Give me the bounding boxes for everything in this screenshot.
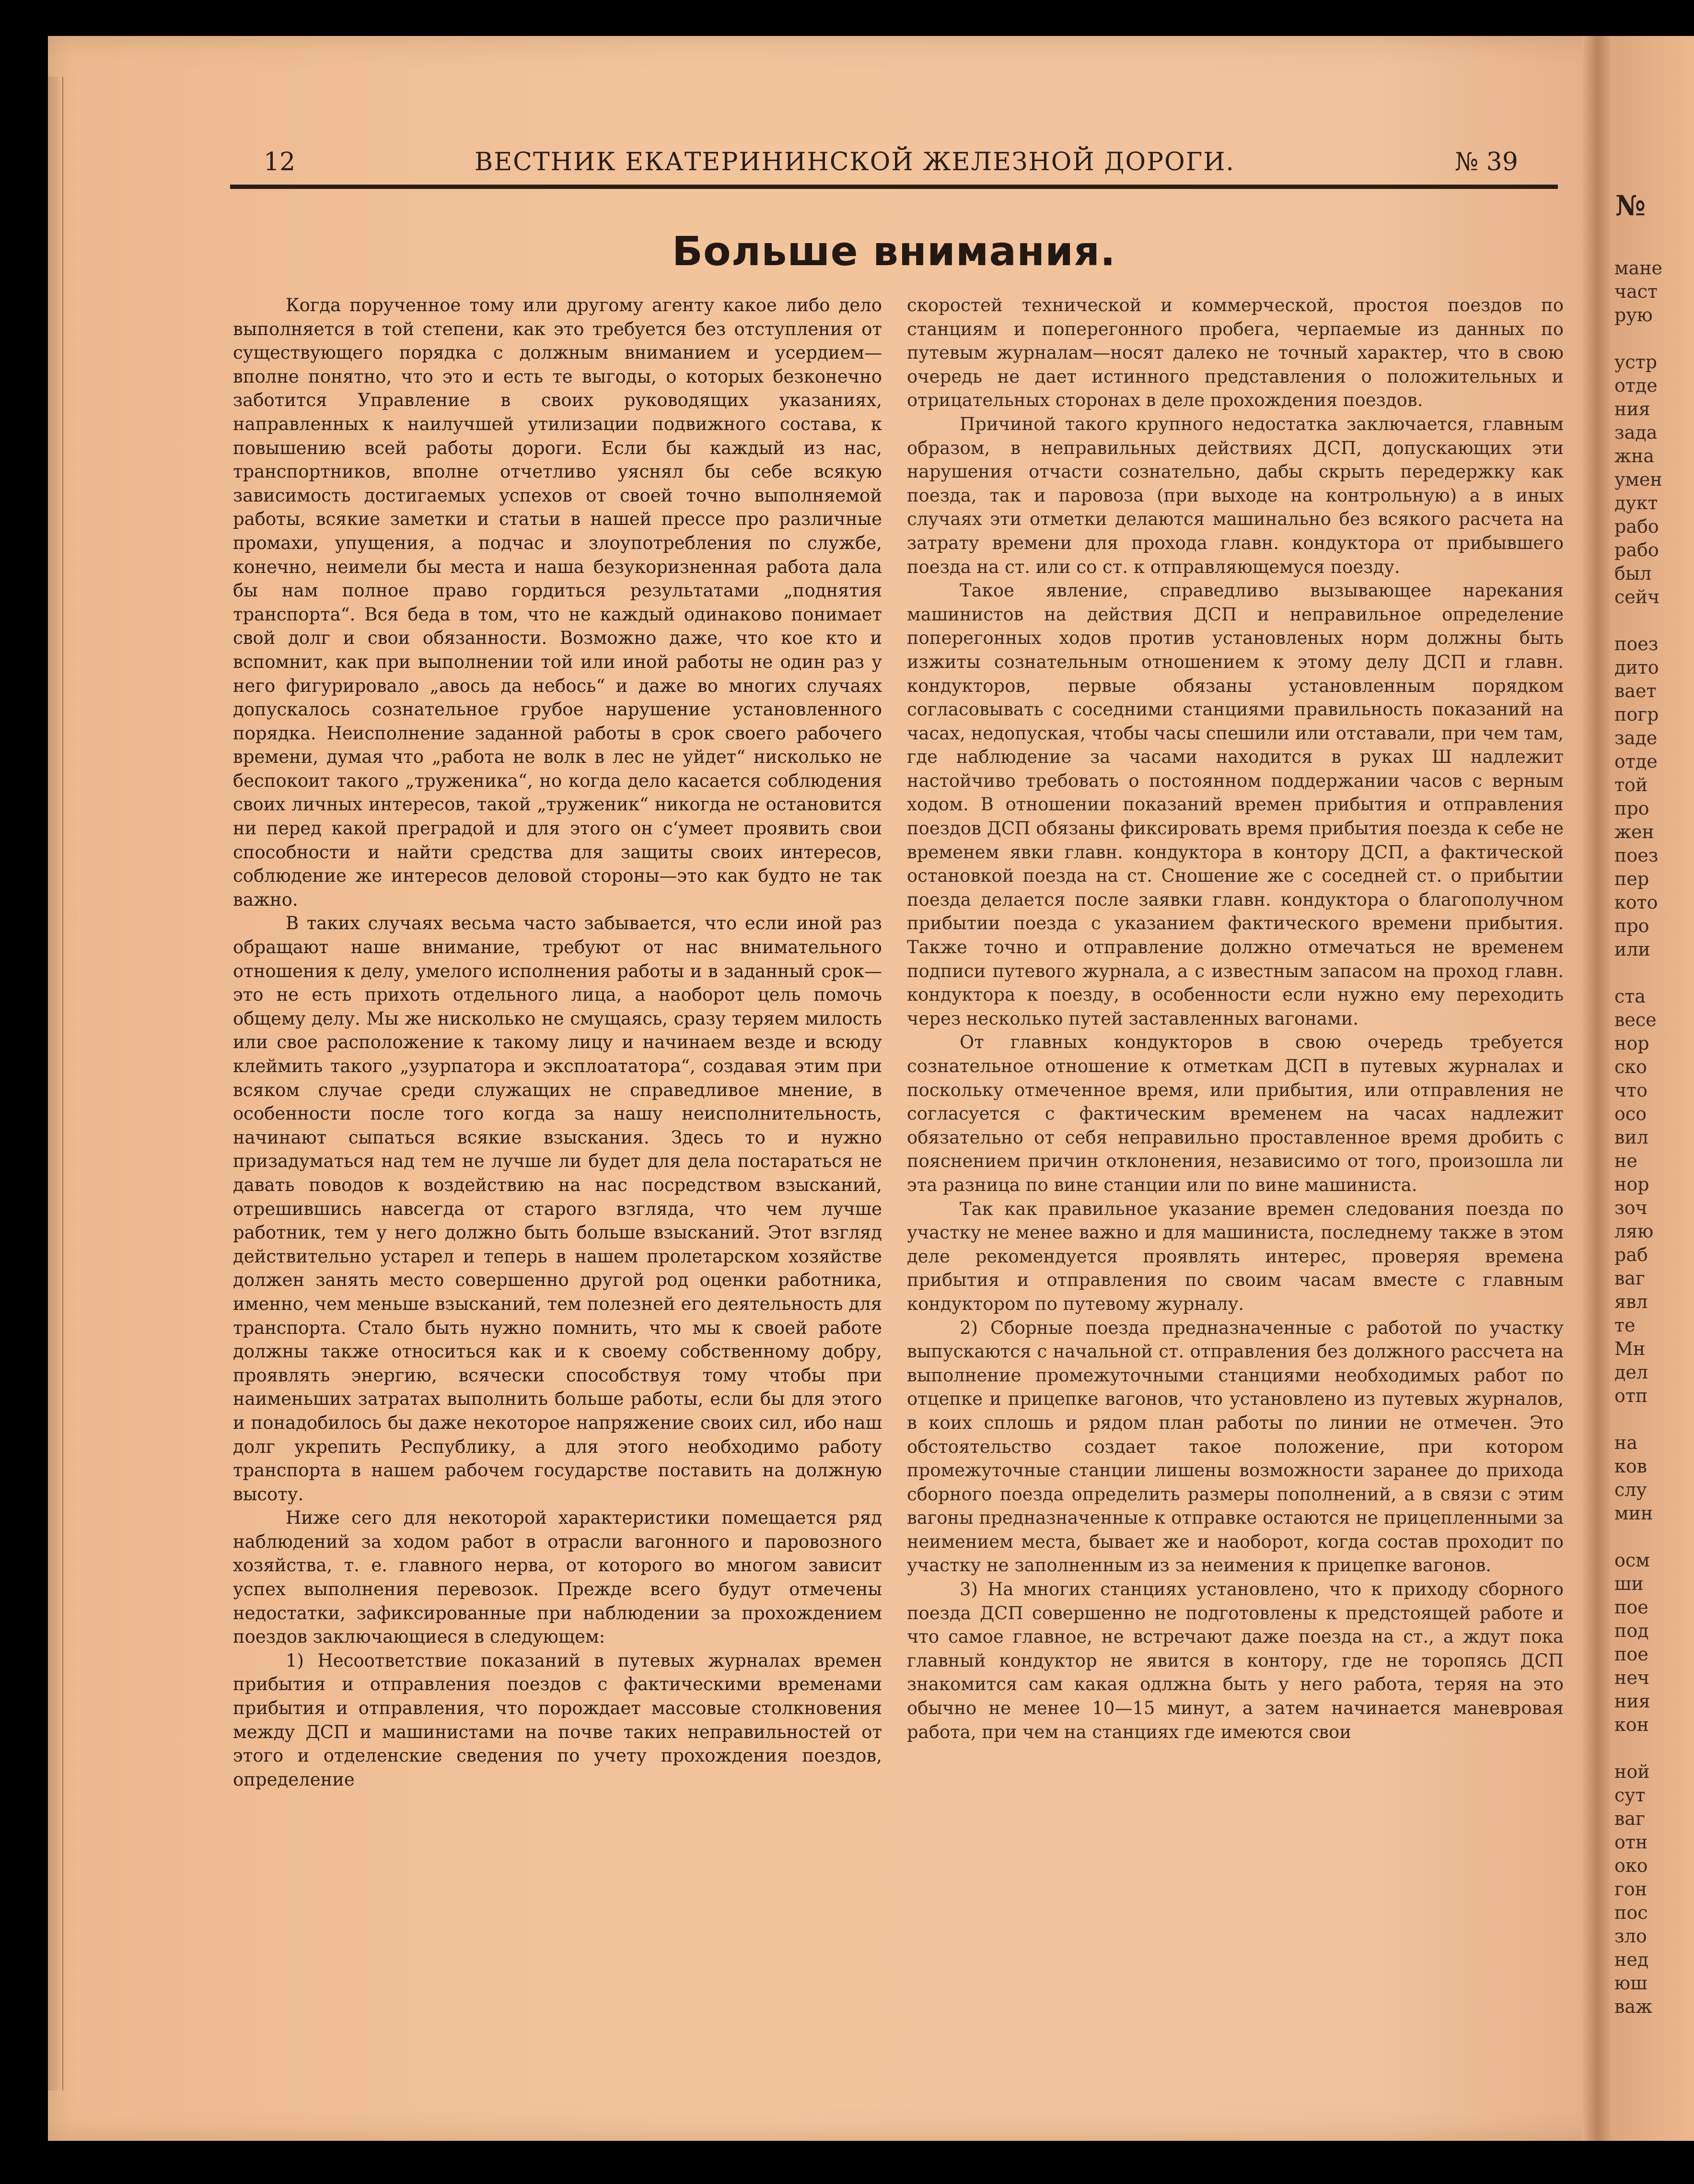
page-edge-left	[48, 77, 63, 2091]
paragraph: Когда порученное тому или другому агенту какое либо дело выполняется в той степени, как это требуется без отступления от существующего порядка с должным вниманием и усердием—вполне понятно, что это и есть те выгоды, о которых безконечно заботится Управление в своих руководящих указаниях, направленных к наилучшей утилизации подвижного состава, к повышению всей работы дороги. Если бы каждый из нас, транспортников, вполне отчетливо уяснял бы себе всякую зависимость достигаемых успехов от своей точно выполняемой работы, всякие заметки и статьи в нашей прессе про различные промахи, упущения, а подчас и злоупотребления по службе, конечно, неимели бы места и наша безукоризненная работа дала бы нам полное право гордиться результатами „поднятия транспорта“. Вся беда в том, что не каждый одинаково понимает свой долг и свои обязанности. Возможно даже, что кое кто и вспомнит, как при выполнении той или иной работы не один раз у него фигурировало „авось да небось“ и даже во многих случаях допускалось сознательное грубое нарушение установленного порядка. Неисполнение заданной работы в срок своего рабочего времени, думая что „работа не волк в лес не уйдет“ нисколько не беспокоит такого „труженика“, но когда дело касается соблюдения своих личных интересов, такой „труженик“ никогда не остановится ни перед какой преградой и для этого он с‘умеет проявить свои способности и найти средства для защиты своих интересов, соблюдение же интересов деловой стороны—это как будто не так важно.	[233, 295, 882, 910]
left-column	[233, 293, 882, 1791]
paragraph: Так как правильное указание времен следования поезда по участку не менее важно и для машиниста, последнему также в этом деле рекомендуется проявлять интерес, проверяя времена прибытия и отправления по своим часам вместе с главным кондуктором по путевому журналу.	[907, 1198, 1564, 1314]
paragraph: В таких случаях весьма часто забывается, что если иной раз обращают наше внимание, требуют от нас внимательного отношения к делу, умелого исполнения работы и в заданный срок—это не есть прихоть отдельного лица, а наоборот цель помочь общему делу. Мы же нисколько не смущаясь, сразу теряем милость или свое расположение к такому лицу и начинаем везде и всюду клеймить такого „узурпатора и эксплоататора“, создавая этим при всяком случае среди служащих не справедливое мнение, в особенности после того когда за нашу неисполнительность, начинают сыпаться всякие взыскания. Здесь то и нужно призадуматься над тем не лучше ли будет для дела постараться не давать поводов к воздействию на нас посредством взысканий, отрешившись навсегда от старого взгляда, что чем лучше работник, тем у него должно быть больше взысканий. Этот взгляд действительно устарел и теперь в нашем пролетарском хозяйстве должен занять место совершенно другой род оценки работника, именно, чем меньше взысканий, тем полезней его деятельность для транспорта. Стало быть нужно помнить, что мы к своей работе должны также относиться как и к своему собственному добру, проявлять энергию, всячески способствуя тому чтобы при наименьших затратах выполнить больше работы, если бы для этого и понадобилось бы даже некоторое напряжение своих сил, ибо наш долг укрепить Республику, а для этого необходимо работу транспорта в нашем рабочем государстве поставить на должную высоту.	[233, 913, 882, 1505]
paragraph: Ниже сего для некоторой характеристики помещается ряд наблюдений за ходом работ в отрасли вагонного и паровозного хозяйства, т. е. главного нерва, от которого во многом зависит успех выполнения перевозок. Прежде всего будут отмечены недостатки, зафиксированные при наблюдении за прохождением поездов заключающиеся в следующем:	[233, 1507, 882, 1647]
right-column	[907, 293, 1564, 1744]
paragraph: 2) Сборные поезда предназначенные с работой по участку выпускаются с начальной ст. отправления без должного рассчета на выполнение промежуточными станциями необходимых работ по отцепке и прицепке вагонов, что установлено из путевых журналов, в коих сплошь и рядом план работы по линии не отмечен. Это обстоятельство создает такое положение, при котором промежуточные станции лишены возможности заранее до прихода сборного поезда определить размеры пополнений, а в связи с этим вагоны предназначенные к отправке остаются не прицепленными за неимением места, бывает же и наоборот, когда состав проходит по участку не заполненным из за неимения к прицепке вагонов.	[907, 1317, 1564, 1576]
adjacent-page-header: №	[1615, 189, 1646, 222]
paragraph: Такое явление, справедливо вызывающее нарекания машинистов на действия ДСП и неправильное определение поперегонных ходов против установленых норм должны быть изжиты сознательным отношением к этому делу ДСП и главн. кондукторов, первые обязаны установленным порядком согласовывать с соседними станциями правильность показаний на часах, недопуская, чтобы часы спешили или отставали, при чем там, где наблюдение за часами находится в руках Ш надлежит настойчиво требовать о постоянном поддержании часов с верным ходом. В отношении показаний времен прибытия и отправления поездов ДСП обязаны фиксировать время прибытия поезда к себе не временем явки главн. кондуктора в контору ДСП, а фактической остановкой поезда на ст. Сношение же с соседней ст. о прибытии поезда делается после заявки главн. кондуктора о благополучном прибытии поезда с указанием фактического времени прибытия. Также точно и отправление должно отмечаться не временем подписи путевого журнала, а с известным запасом на проход главн. кондуктора к поезду, в особенности если нужно ему переходить через несколько путей заставленных вагонами.	[907, 580, 1564, 1029]
header-rule	[230, 185, 1558, 189]
page-number: 12	[264, 148, 296, 176]
issue-number: № 39	[1455, 148, 1518, 176]
paragraph-continuation: скоростей технической и коммерческой, простоя поездов по станциям и поперегонного пробега, черпаемые из данных по путевым журналам—носят далеко не точный характер, что в свою очередь не дает истинного представления о положительных и отрицательных сторонах в деле прохождения поездов.	[907, 295, 1564, 411]
journal-title: ВЕСТНИК ЕКАТЕРИНИНСКОЙ ЖЕЛЕЗНОЙ ДОРОГИ.	[475, 148, 1235, 176]
paragraph: 3) На многих станциях установлено, что к приходу сборного поезда ДСП совершенно не подготовлены к предстоящей работе и что самое главное, не встречают даже поезда на ст., а ждут пока главный кондуктор не явится в контору, где не торопясь ДСП знакомится сам какая одлжна быть у него работа, теряя на это обычно не менее 10—15 минут, а затем начинается маневровая работа, при чем на станциях где имеются свои	[907, 1579, 1564, 1742]
adjacent-page-strip	[1611, 36, 1694, 2141]
paragraph: От главных кондукторов в свою очередь требуется сознательное отношение к отметкам ДСП в путевых журналах и поскольку отмеченное время, или прибытия, или отправления не согласуется с фактическим временем на часах надлежит обязательно от себя неправильно проставленное время дробить с пояснением причин отклонения, независимо от того, произошла ли эта разница по вине станции или по вине машиниста.	[907, 1032, 1564, 1195]
paragraph: 1) Несоответствие показаний в путевых журналах времен прибытия и отправления поездов с фактическими временами прибытия и отправления, что порождает массовые столкновения между ДСП и машинистами на почве таких неправильностей от этого и отделенские сведения по учету прохождения поездов, определение	[233, 1650, 882, 1790]
adjacent-page-text: мане част рую устр отде ния зада жна умен дукт рабо рабо был сейч поез дито вает погр заде отде той про жен поез пер кото про или ста весе нор ско что осо вил не нор зоч ляю раб ваг явл те Мн дел отп на ков слу мин осм ши пое под пое неч ния кон ной сут ваг отн око гон пос зло нед юш важ	[1614, 257, 1663, 2017]
article-title: Больше внимания.	[672, 228, 1116, 275]
paragraph: Причиной такого крупного недостатка заключается, главным образом, в неправильных действиях ДСП, допускающих эти нарушения отчасти сознательно, дабы скрыть передержку как поезда, так и паровоза (при выходе на контрольную) а в иных случаях эти отметки делаются машинально без всякого расчета на затрату времени для прохода главн. кондуктора от прибывшего поезда на ст. или со ст. к отправляющемуся поезду.	[907, 413, 1564, 577]
page-fold	[1582, 36, 1611, 2141]
running-header	[230, 148, 1558, 186]
